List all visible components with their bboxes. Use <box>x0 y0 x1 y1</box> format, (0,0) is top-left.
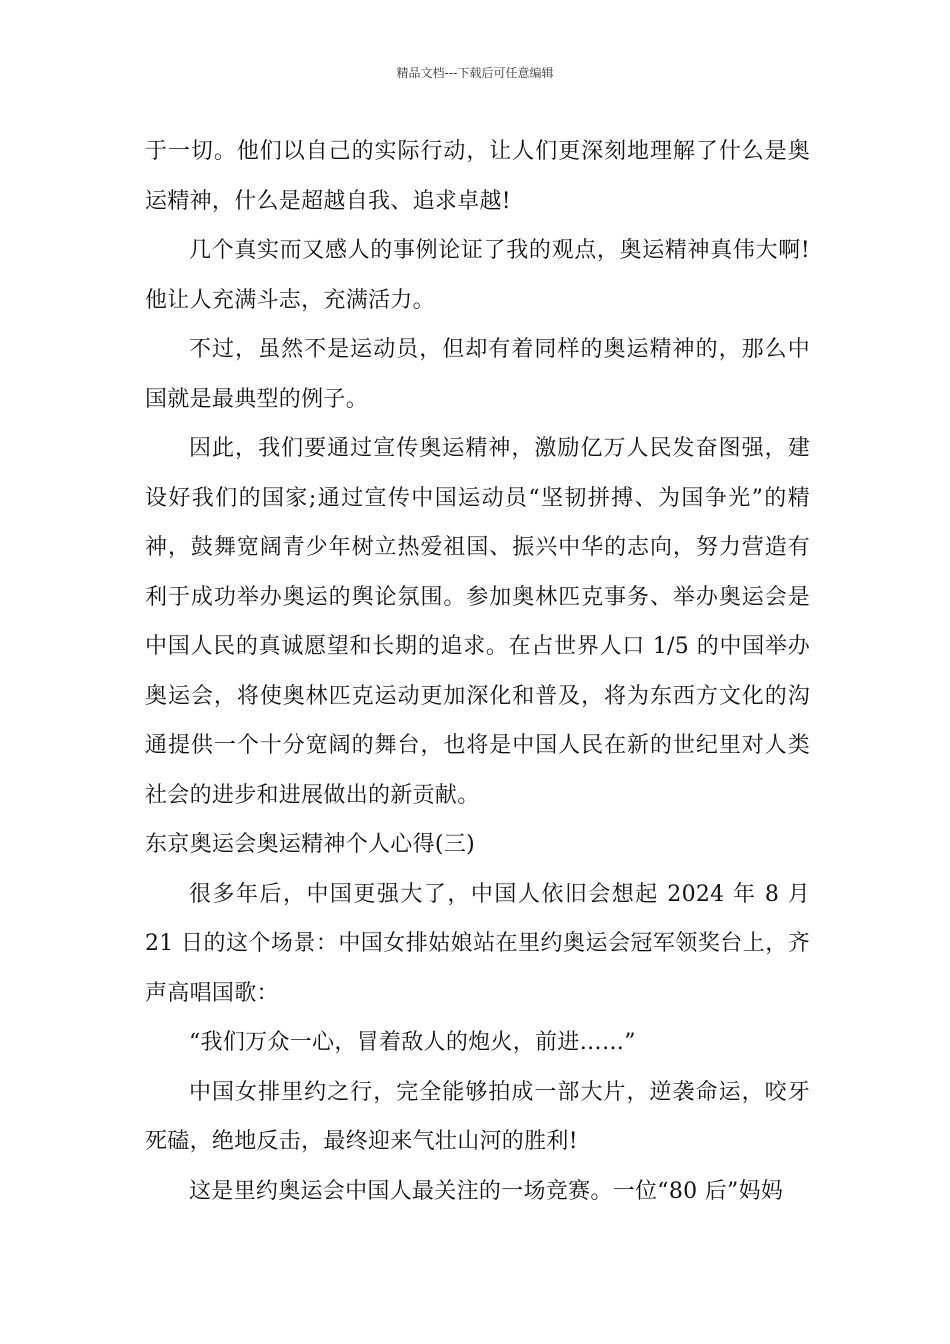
paragraph: 不过，虽然不是运动员，但却有着同样的奥运精神的，那么中国就是最典型的例子。 <box>145 337 810 412</box>
paragraph: 几个真实而又感人的事例论证了我的观点，奥运精神真伟大啊!他让人充满斗志，充满活力。 <box>145 238 810 313</box>
paragraph: 中国女排里约之行，完全能够拍成一部大片，逆袭命运，咬牙死磕，绝地反击，最终迎来气壮山河的胜利! <box>145 1079 810 1154</box>
document-body <box>145 127 810 1216</box>
paragraph: 这是里约奥运会中国人最关注的一场竞赛。一位“80 后”妈妈 <box>189 1178 784 1204</box>
section-title: 东京奥运会奥运精神个人心得(三) <box>145 832 475 857</box>
paragraph: “我们万众一心，冒着敌人的炮火，前进……” <box>189 1030 636 1055</box>
paragraph: 于一切。他们以自己的实际行动，让人们更深刻地理解了什么是奥运精神，什么是超越自我、追求卓越! <box>145 139 810 214</box>
paragraph: 因此，我们要通过宣传奥运精神，激励亿万人民发奋图强，建设好我们的国家;通过宣传中国运动员“坚韧拼搏、为国争光”的精神，鼓舞宽阔青少年树立热爱祖国、振兴中华的志向，努力营造有利于成功举办奥运的舆论氛围。参加奥林匹克事务、举办奥运会是中国人民的真诚愿望和长期的追求。在占世界人口 1/5 的中国举办奥运会，将使奥林匹克运动更加深化和普及，将为东西方文化的沟通提供一个十分宽阔的舞台，也将是中国人民在新的世纪里对人类社会的进步和进展做出的新贡献。 <box>145 436 810 808</box>
page-header: 精品文档---下载后可任意编辑 <box>396 66 554 80</box>
paragraph: 很多年后，中国更强大了，中国人依旧会想起 2024 年 8 月 21 日的这个场景：中国女排姑娘站在里约奥运会冠军领奖台上，齐声高唱国歌： <box>145 881 810 1006</box>
